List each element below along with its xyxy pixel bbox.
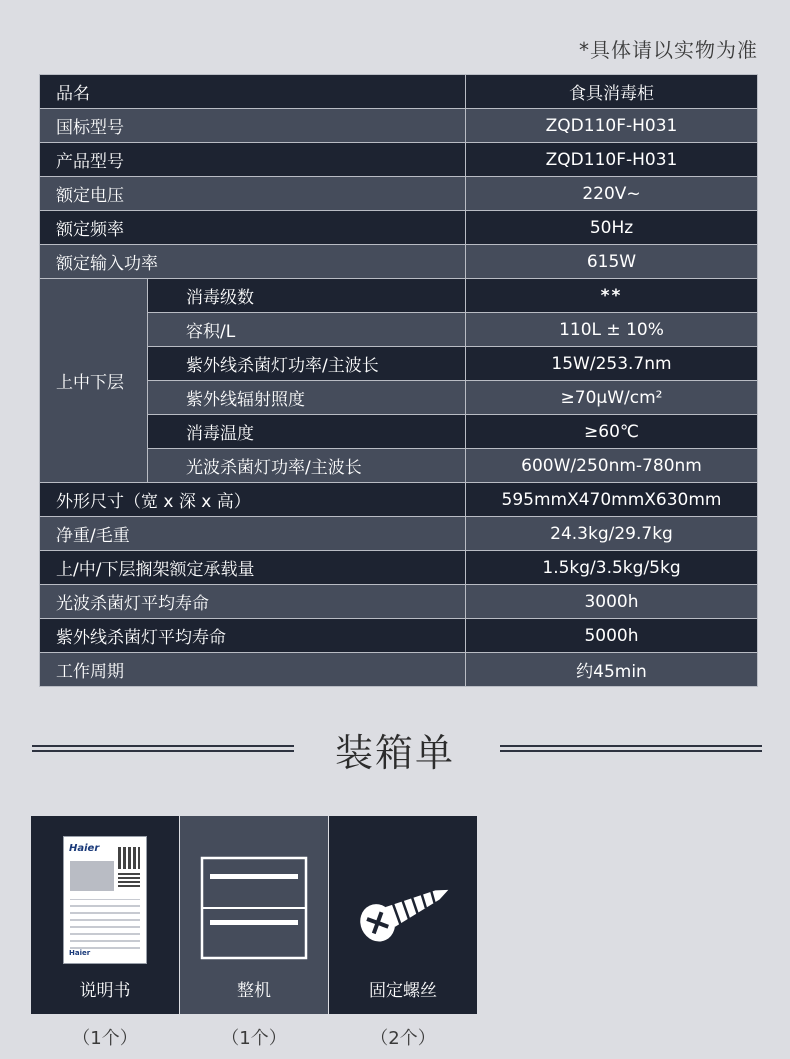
spec-label: 外形尺寸（宽 x 深 x 高） [40, 483, 466, 517]
manual-picture [70, 861, 114, 891]
spec-row [40, 245, 758, 279]
spec-value: ZQD110F-H031 [466, 109, 758, 143]
spec-label: 额定电压 [40, 177, 466, 211]
spec-value: ≥60℃ [466, 415, 758, 449]
spec-row [40, 211, 758, 245]
spec-row [40, 517, 758, 551]
spec-value: ZQD110F-H031 [466, 143, 758, 177]
spec-value: 15W/253.7nm [466, 347, 758, 381]
spec-value: 615W [466, 245, 758, 279]
spec-row [40, 313, 758, 347]
cabinet-icon [180, 816, 328, 966]
spec-value: 110L ± 10% [466, 313, 758, 347]
spec-row [40, 415, 758, 449]
spec-row [40, 551, 758, 585]
spec-label: 光波杀菌灯平均寿命 [40, 585, 466, 619]
pack-item-label: 整机 [237, 981, 271, 1001]
spec-value: 220V~ [466, 177, 758, 211]
spec-row [40, 585, 758, 619]
spec-value: 1.5kg/3.5kg/5kg [466, 551, 758, 585]
spec-label: 消毒温度 [148, 415, 466, 449]
spec-row [40, 177, 758, 211]
pack-item-cabinet [180, 816, 328, 1014]
pack-item-count: （2个） [370, 1028, 436, 1049]
spec-row [40, 347, 758, 381]
spec-label: 紫外线杀菌灯平均寿命 [40, 619, 466, 653]
pack-item-screw [329, 816, 477, 1014]
spec-label: 紫外线杀菌灯功率/主波长 [148, 347, 466, 381]
spec-value: 50Hz [466, 211, 758, 245]
spec-row [40, 109, 758, 143]
section-divider-right [500, 745, 762, 752]
spec-value: 600W/250nm-780nm [466, 449, 758, 483]
spec-label: 消毒级数 [148, 279, 466, 313]
spec-label: 工作周期 [40, 653, 466, 687]
group-label: 上中下层 [40, 279, 148, 483]
spec-label: 额定频率 [40, 211, 466, 245]
spec-row [40, 449, 758, 483]
spec-label: 光波杀菌灯功率/主波长 [148, 449, 466, 483]
spec-label: 国标型号 [40, 109, 466, 143]
spec-label: 产品型号 [40, 143, 466, 177]
spec-value: 约45min [466, 653, 758, 687]
manual-footer-brand: Haier [69, 949, 91, 957]
spec-label: 品名 [40, 75, 466, 109]
manual-brand: Haier [69, 843, 100, 854]
spec-row [40, 279, 758, 313]
barcode-icon [118, 873, 140, 887]
spec-row [40, 483, 758, 517]
spec-row [40, 619, 758, 653]
pack-item-label: 说明书 [79, 981, 131, 1001]
manual-text-lines [70, 899, 140, 949]
spec-value: ≥70μW/cm² [466, 381, 758, 415]
qr-code-icon [118, 847, 140, 869]
spec-value: 24.3kg/29.7kg [466, 517, 758, 551]
spec-row [40, 653, 758, 687]
spec-value: 5000h [466, 619, 758, 653]
spec-value: ** [466, 279, 758, 313]
pack-item-manual [31, 816, 179, 1014]
packing-list [31, 816, 477, 1014]
disclaimer-note: *具体请以实物为准 [579, 38, 758, 62]
spec-label: 净重/毛重 [40, 517, 466, 551]
spec-value: 595mmX470mmX630mm [466, 483, 758, 517]
spec-value: 食具消毒柜 [466, 75, 758, 109]
spec-label: 上/中/下层搁架额定承载量 [40, 551, 466, 585]
spec-row [40, 143, 758, 177]
spec-table [39, 74, 758, 687]
packing-list-title: 装箱单 [334, 731, 455, 775]
spec-label: 紫外线辐射照度 [148, 381, 466, 415]
pack-item-count: （1个） [72, 1028, 138, 1049]
spec-row [40, 381, 758, 415]
pack-item-count: （1个） [221, 1028, 287, 1049]
manual-icon [63, 836, 147, 964]
screw-icon [329, 816, 477, 966]
spec-label: 容积/L [148, 313, 466, 347]
spec-value: 3000h [466, 585, 758, 619]
pack-item-label: 固定螺丝 [369, 981, 437, 1001]
spec-label: 额定输入功率 [40, 245, 466, 279]
spec-row [40, 75, 758, 109]
